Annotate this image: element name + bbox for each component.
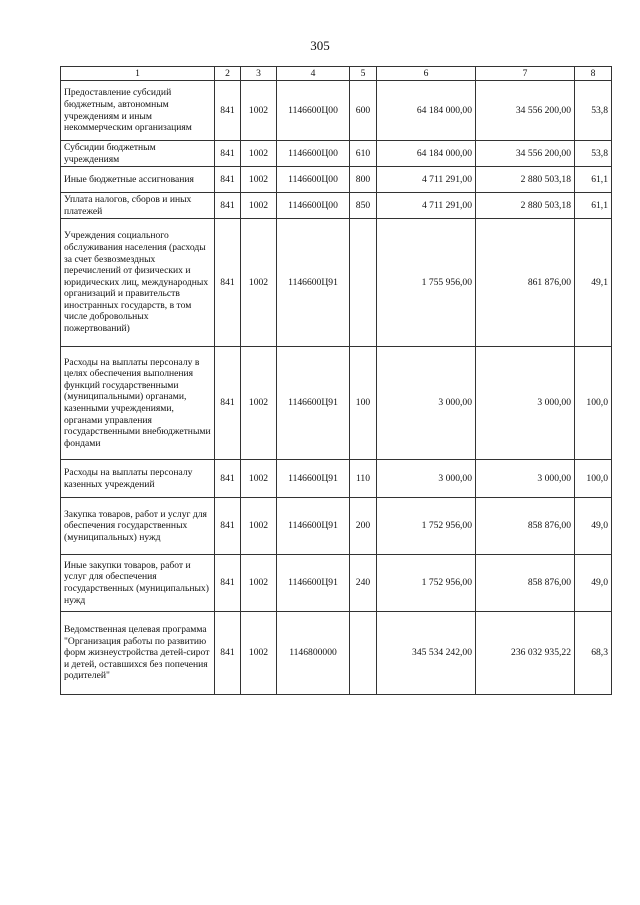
- cell-col-3: 1002: [241, 460, 277, 498]
- cell-col-7: 858 876,00: [476, 555, 575, 612]
- cell-col-8: 53,8: [575, 141, 612, 167]
- table-row: [61, 141, 612, 167]
- cell-col-7: 3 000,00: [476, 460, 575, 498]
- row-name: Предоставление субсидий бюджетным, автономным учреждениям и иным некоммерческим организациям: [61, 81, 215, 141]
- cell-col-2: 841: [215, 167, 241, 193]
- header-col-3: 3: [241, 67, 277, 81]
- cell-col-6: 345 534 242,00: [377, 612, 476, 695]
- cell-col-5: [350, 219, 377, 347]
- cell-col-7: 34 556 200,00: [476, 141, 575, 167]
- cell-col-5: 110: [350, 460, 377, 498]
- cell-col-3: 1002: [241, 498, 277, 555]
- cell-col-3: 1002: [241, 141, 277, 167]
- cell-col-6: 4 711 291,00: [377, 193, 476, 219]
- cell-col-5: 100: [350, 347, 377, 460]
- table-row: [61, 555, 612, 612]
- cell-col-2: 841: [215, 81, 241, 141]
- cell-col-4: 1146600Ц00: [277, 81, 350, 141]
- header-col-8: 8: [575, 67, 612, 81]
- cell-col-2: 841: [215, 555, 241, 612]
- header-col-5: 5: [350, 67, 377, 81]
- cell-col-3: 1002: [241, 193, 277, 219]
- cell-col-5: 610: [350, 141, 377, 167]
- header-row: [61, 67, 612, 81]
- cell-col-6: 64 184 000,00: [377, 141, 476, 167]
- cell-col-3: 1002: [241, 81, 277, 141]
- cell-col-4: 1146600Ц91: [277, 498, 350, 555]
- cell-col-5: 850: [350, 193, 377, 219]
- cell-col-7: 34 556 200,00: [476, 81, 575, 141]
- cell-col-6: 1 752 956,00: [377, 555, 476, 612]
- cell-col-7: 2 880 503,18: [476, 193, 575, 219]
- cell-col-8: 49,1: [575, 219, 612, 347]
- cell-col-4: 1146600Ц91: [277, 347, 350, 460]
- cell-col-4: 1146600Ц91: [277, 555, 350, 612]
- cell-col-5: 600: [350, 81, 377, 141]
- row-name: Расходы на выплаты персоналу в целях обеспечения выполнения функций государственными (муниципальными) органами, казенными учреждениями, органами управления государственными внебюджетными фондами: [61, 347, 215, 460]
- row-name: Ведомственная целевая программа "Организация работы по развитию форм жизнеустройства детей-сирот и детей, оставшихся без попечения родителей": [61, 612, 215, 695]
- cell-col-5: 240: [350, 555, 377, 612]
- table-row: [61, 347, 612, 460]
- row-name: Иные закупки товаров, работ и услуг для обеспечения государственных (муниципальных) нужд: [61, 555, 215, 612]
- row-name: Закупка товаров, работ и услуг для обеспечения государственных (муниципальных) нужд: [61, 498, 215, 555]
- cell-col-3: 1002: [241, 347, 277, 460]
- cell-col-2: 841: [215, 460, 241, 498]
- cell-col-8: 49,0: [575, 498, 612, 555]
- cell-col-2: 841: [215, 219, 241, 347]
- cell-col-4: 1146600Ц00: [277, 141, 350, 167]
- row-name: Субсидии бюджетным учреждениям: [61, 141, 215, 167]
- cell-col-4: 1146600Ц00: [277, 167, 350, 193]
- header-col-7: 7: [476, 67, 575, 81]
- budget-table: [60, 66, 612, 695]
- cell-col-2: 841: [215, 141, 241, 167]
- cell-col-7: 2 880 503,18: [476, 167, 575, 193]
- cell-col-6: 3 000,00: [377, 460, 476, 498]
- cell-col-8: 100,0: [575, 460, 612, 498]
- cell-col-6: 1 755 956,00: [377, 219, 476, 347]
- table-row: [61, 612, 612, 695]
- cell-col-3: 1002: [241, 555, 277, 612]
- page-number: 305: [310, 38, 330, 53]
- row-name: Учреждения социального обслуживания населения (расходы за счет безвозмездных перечислений от физических и юридических лиц, международных организаций и правительств иностранных государств, в том числе добровольных пожертвований): [61, 219, 215, 347]
- cell-col-6: 1 752 956,00: [377, 498, 476, 555]
- cell-col-8: 61,1: [575, 193, 612, 219]
- cell-col-5: 800: [350, 167, 377, 193]
- cell-col-8: 68,3: [575, 612, 612, 695]
- cell-col-6: 3 000,00: [377, 347, 476, 460]
- table-row: [61, 219, 612, 347]
- cell-col-4: 1146800000: [277, 612, 350, 695]
- cell-col-4: 1146600Ц91: [277, 219, 350, 347]
- cell-col-7: 858 876,00: [476, 498, 575, 555]
- cell-col-3: 1002: [241, 612, 277, 695]
- cell-col-5: [350, 612, 377, 695]
- cell-col-6: 64 184 000,00: [377, 81, 476, 141]
- cell-col-2: 841: [215, 347, 241, 460]
- header-col-4: 4: [277, 67, 350, 81]
- table-row: [61, 193, 612, 219]
- cell-col-3: 1002: [241, 167, 277, 193]
- row-name: Иные бюджетные ассигнования: [61, 167, 215, 193]
- table-row: [61, 460, 612, 498]
- row-name: Расходы на выплаты персоналу казенных учреждений: [61, 460, 215, 498]
- header-col-2: 2: [215, 67, 241, 81]
- table-row: [61, 167, 612, 193]
- header-col-6: 6: [377, 67, 476, 81]
- row-name: Уплата налогов, сборов и иных платежей: [61, 193, 215, 219]
- cell-col-8: 61,1: [575, 167, 612, 193]
- cell-col-8: 49,0: [575, 555, 612, 612]
- cell-col-2: 841: [215, 498, 241, 555]
- cell-col-4: 1146600Ц00: [277, 193, 350, 219]
- table-row: [61, 81, 612, 141]
- cell-col-5: 200: [350, 498, 377, 555]
- cell-col-8: 100,0: [575, 347, 612, 460]
- cell-col-7: 236 032 935,22: [476, 612, 575, 695]
- cell-col-3: 1002: [241, 219, 277, 347]
- cell-col-6: 4 711 291,00: [377, 167, 476, 193]
- cell-col-4: 1146600Ц91: [277, 460, 350, 498]
- header-col-1: 1: [61, 67, 215, 81]
- cell-col-2: 841: [215, 193, 241, 219]
- cell-col-2: 841: [215, 612, 241, 695]
- cell-col-7: 861 876,00: [476, 219, 575, 347]
- table-row: [61, 498, 612, 555]
- cell-col-7: 3 000,00: [476, 347, 575, 460]
- cell-col-8: 53,8: [575, 81, 612, 141]
